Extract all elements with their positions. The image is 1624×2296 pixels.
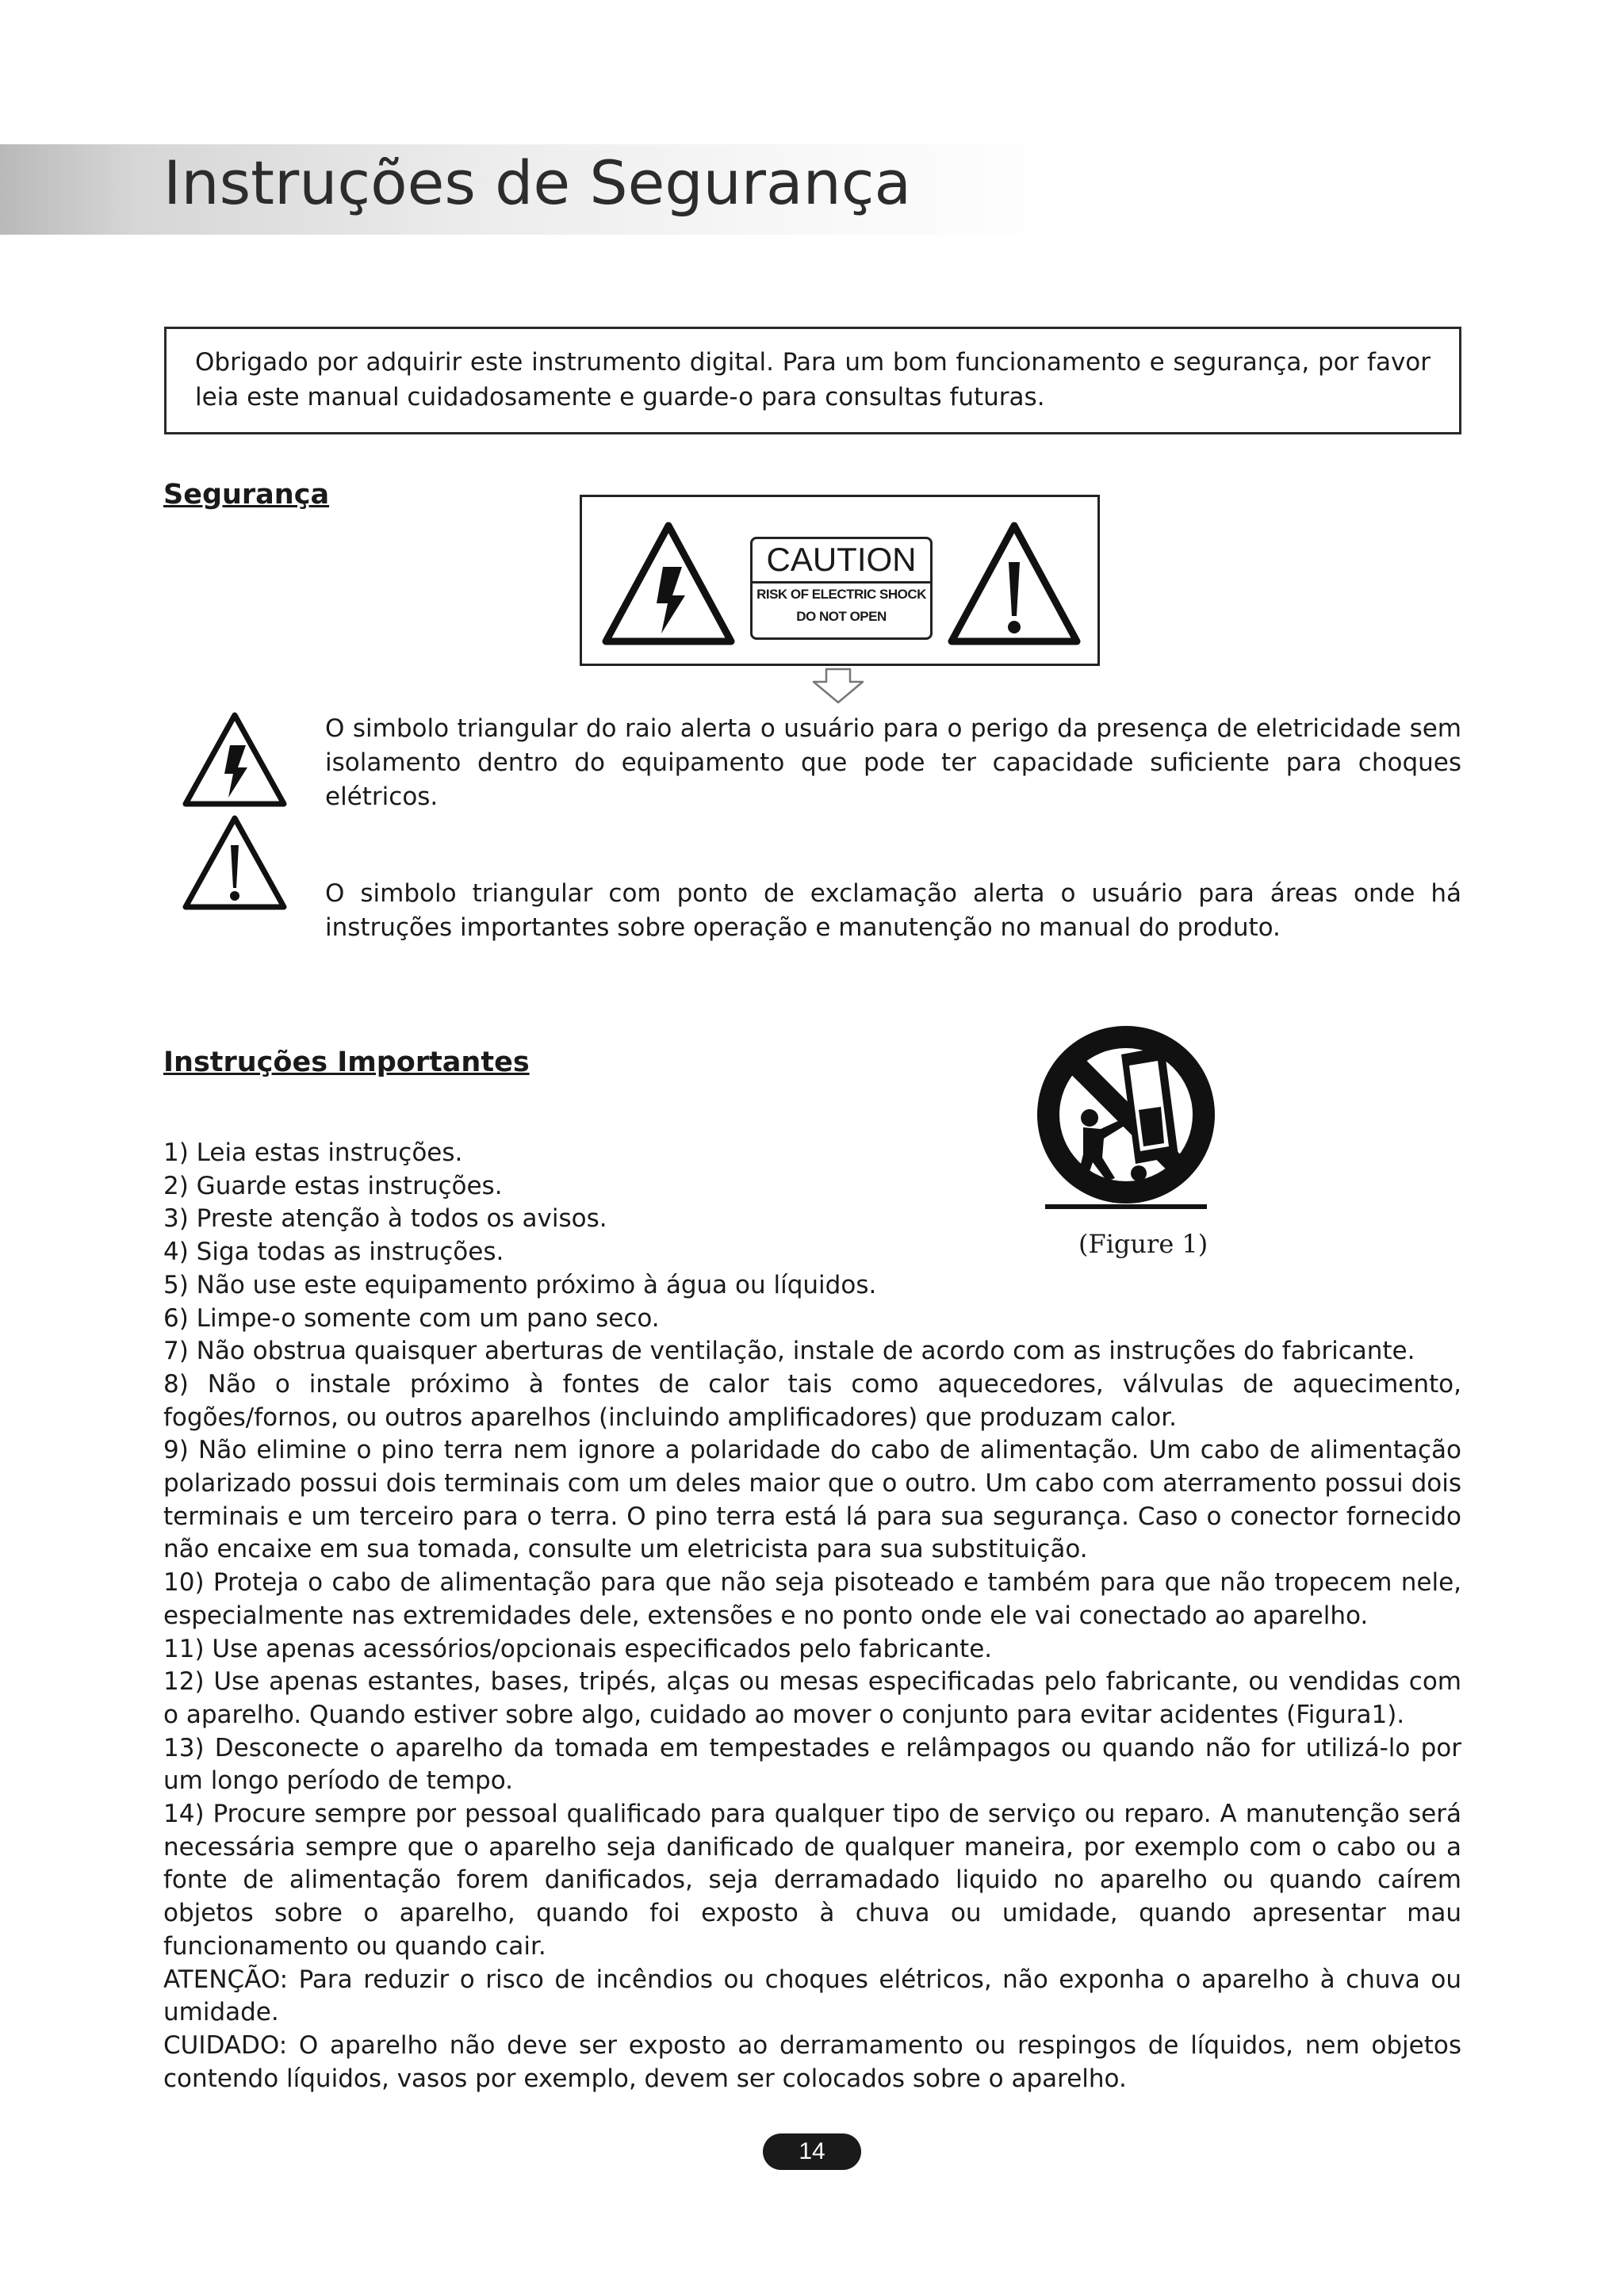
page-number: 14 xyxy=(763,2133,861,2170)
list-item: 6) Limpe-o somente com um pano seco. xyxy=(163,1303,660,1333)
caution-line-1: RISK OF ELECTRIC SHOCK xyxy=(756,587,926,602)
list-item: 10) Proteja o cabo de alimentação para que não seja pisoteado e também para que não tropecem nele, especialmente nas extremidades dele, extensões e no ponto onde ele vai conectado ao aparelho. xyxy=(163,1568,1461,1630)
lightning-triangle-icon xyxy=(181,710,289,809)
list-item: 14) Procure sempre por pessoal qualificado para qualquer tipo de serviço ou reparo. A manutenção será necessária sempre que o aparelho seja danificado de qualquer maneira, por exemplo com o cabo ou a fonte de alimentação forem danificados, seja derramadado liquido no aparelho ou quando caírem objetos sobre o aparelho, quando foi exposto à chuva ou umidade, quando apresentar mau funcionamento ou quando cair. xyxy=(163,1800,1461,1961)
exclamation-triangle-icon xyxy=(947,521,1082,648)
caution-note: CUIDADO: O aparelho não deve ser exposto ao derramamento ou respingos de líquidos, nem objetos contendo líquidos, vasos por exemplo, devem ser colocados sobre o aparelho. xyxy=(163,2030,1461,2093)
list-item: 3) Preste atenção à todos os avisos. xyxy=(163,1204,607,1234)
list-item: 2) Guarde estas instruções. xyxy=(163,1171,503,1200)
list-item: 4) Siga todas as instruções. xyxy=(163,1238,504,1267)
warning-note: ATENÇÃO: Para reduzir o risco de incêndios ou choques elétricos, não exponha o aparelho à chuva ou umidade. xyxy=(163,1965,1461,2027)
caution-label xyxy=(580,495,1100,666)
lightning-symbol-description: O simbolo triangular do raio alerta o usuário para o perigo da presença de eletricidade sem isolamento dentro do equipamento que pode ter capacidade suficiente para choques elétricos. xyxy=(325,714,1461,811)
list-item: 13) Desconecte o aparelho da tomada em tempestades e relâmpagos ou quando não for utilizá-lo por um longo período de tempo. xyxy=(163,1733,1461,1796)
lightning-triangle-icon xyxy=(601,521,736,648)
caution-text-box xyxy=(750,537,933,640)
safety-heading: Segurança xyxy=(163,479,330,511)
intro-notice: Obrigado por adquirir este instrumento digital. Para um bom funcionamento e segurança, por favor leia este manual cuidadosamente e guarde-o para consultas futuras. xyxy=(164,327,1461,434)
instructions-list xyxy=(163,1137,1461,2095)
list-item: 11) Use apenas acessórios/opcionais especificados pelo fabricante. xyxy=(163,1634,993,1663)
caution-line-2: DO NOT OPEN xyxy=(796,609,887,624)
exclamation-symbol-description: O simbolo triangular com ponto de exclamação alerta o usuário para áreas onde há instruções importantes sobre operação e manutenção no manual do produto. xyxy=(325,879,1461,942)
list-item: 8) Não o instale próximo à fontes de calor tais como aquecedores, válvulas de aquecimento, fogões/fornos, ou outros aparelhos (incluindo amplificadores) que produzam calor. xyxy=(163,1369,1461,1432)
list-item: 9) Não elimine o pino terra nem ignore a polaridade do cabo de alimentação. Um cabo de alimentação polarizado possui dois terminais com um deles maior que o outro. Um cabo com aterramento possui dois terminais e um terceiro para o terra. O pino terra está lá para sua segurança. Caso o conector fornecido não encaixe em sua tomada, consulte um eletricista para sua substituição. xyxy=(163,1436,1461,1564)
list-item: 5) Não use este equipamento próximo à água ou líquidos. xyxy=(163,1270,877,1299)
caution-title: CAUTION xyxy=(753,539,930,584)
list-item: 7) Não obstrua quaisquer aberturas de ventilação, instale de acordo com as instruções do fabricante. xyxy=(163,1337,1415,1366)
figure-caption: (Figure 1) xyxy=(1078,1229,1208,1259)
arrow-down-icon xyxy=(810,668,866,704)
list-item: 1) Leia estas instruções. xyxy=(163,1138,463,1167)
exclamation-triangle-icon xyxy=(181,813,289,912)
page-title: Instruções de Segurança xyxy=(163,147,912,218)
important-instructions-heading: Instruções Importantes xyxy=(163,1047,530,1078)
list-item: 12) Use apenas estantes, bases, tripés, alças ou mesas especificadas pelo fabricante, ou vendidas com o aparelho. Quando estiver sobre algo, cuidado ao mover o conjunto para evitar acidentes (Figura1). xyxy=(163,1667,1461,1729)
